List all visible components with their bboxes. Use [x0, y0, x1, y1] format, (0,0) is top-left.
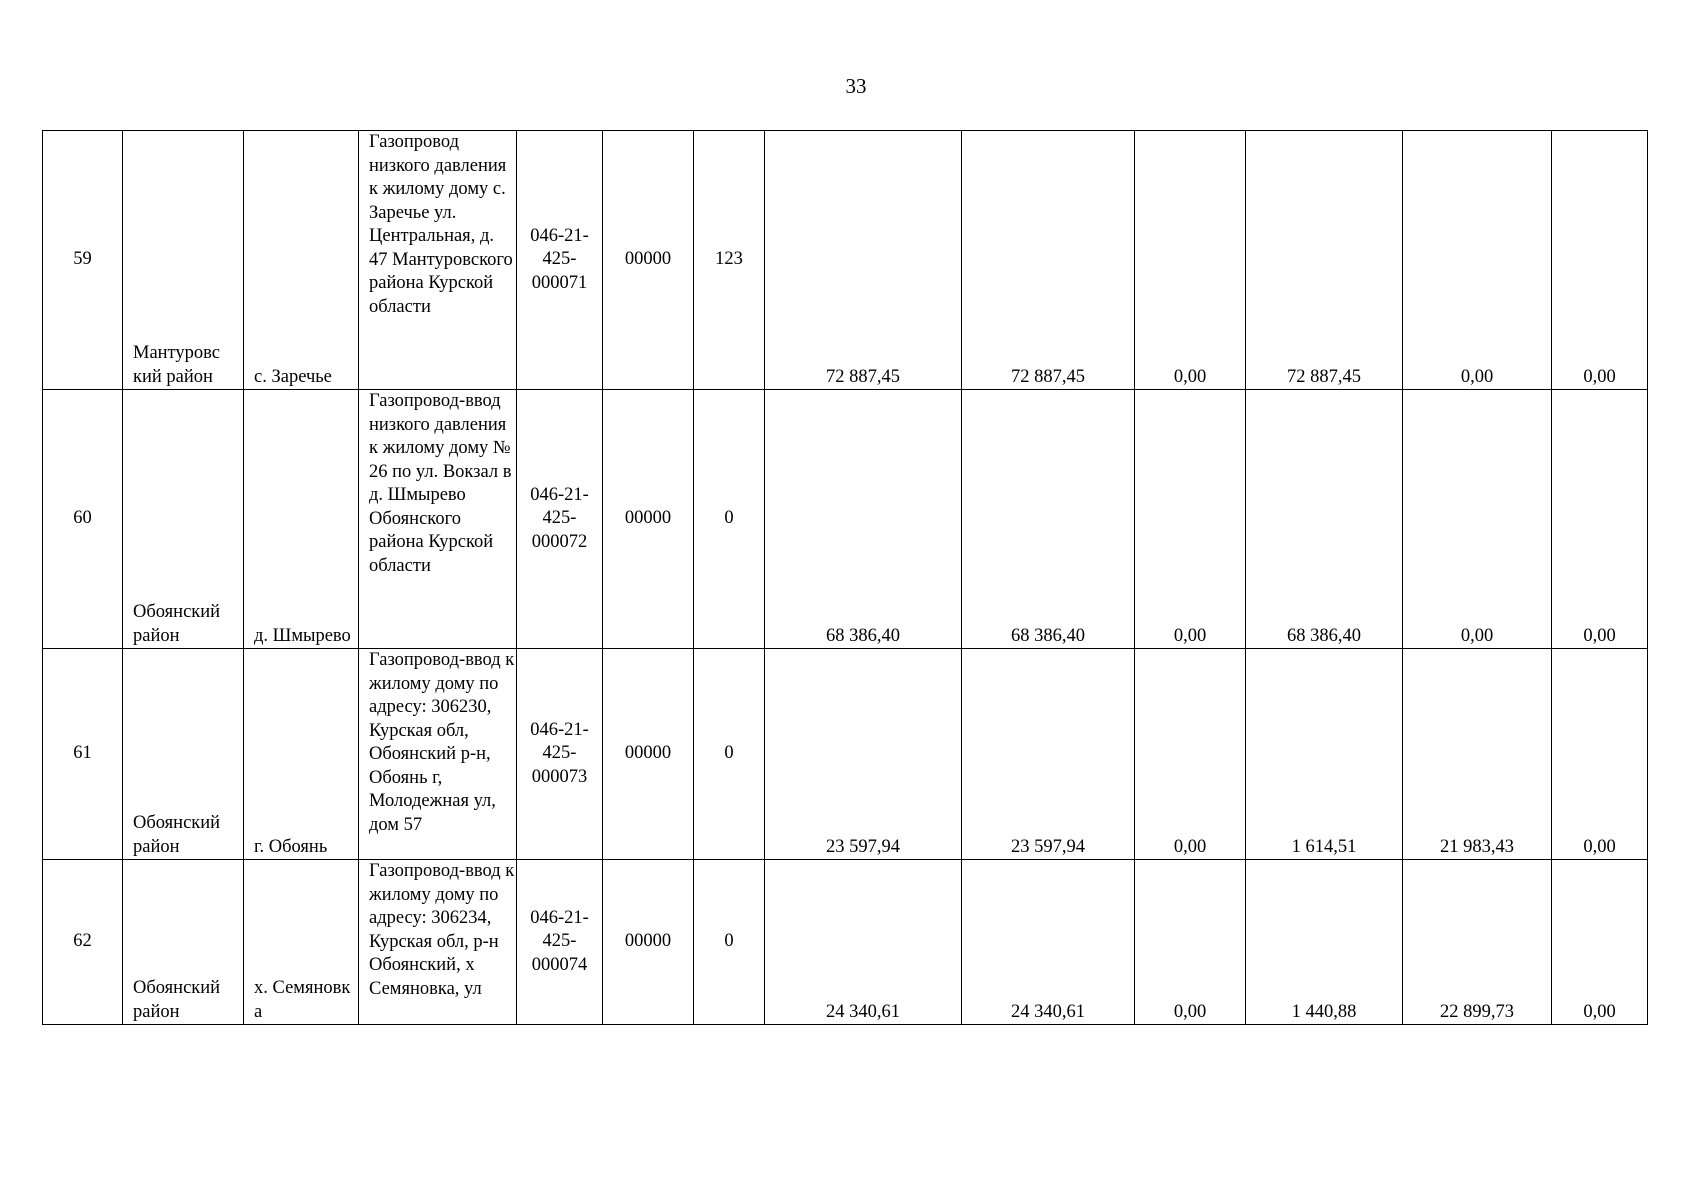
district: Обоянский район — [123, 649, 244, 860]
value-3: 0,00 — [1135, 390, 1246, 649]
page-number: 33 — [845, 74, 867, 98]
table-row — [43, 131, 1648, 390]
value-1: 23 597,94 — [765, 649, 962, 860]
extra-number: 0 — [694, 860, 765, 1025]
value-3: 0,00 — [1135, 131, 1246, 390]
object-name: Газопровод низкого давления к жилому дому с. Заречье ул. Центральная, д. 47 Мантуровского района Курской области — [359, 131, 517, 390]
code-zeros: 00000 — [603, 131, 694, 390]
value-4: 68 386,40 — [1246, 390, 1403, 649]
value-6: 0,00 — [1552, 131, 1648, 390]
settlement: д. Шмырево — [244, 390, 359, 649]
extra-number: 0 — [694, 649, 765, 860]
value-1: 24 340,61 — [765, 860, 962, 1025]
value-1: 68 386,40 — [765, 390, 962, 649]
code-zeros: 00000 — [603, 860, 694, 1025]
value-2: 72 887,45 — [962, 131, 1135, 390]
value-4: 1 614,51 — [1246, 649, 1403, 860]
district: Мантуровс кий район — [123, 131, 244, 390]
row-number: 59 — [43, 131, 123, 390]
value-5: 21 983,43 — [1403, 649, 1552, 860]
settlement: г. Обоянь — [244, 649, 359, 860]
district: Обоянский район — [123, 860, 244, 1025]
value-3: 0,00 — [1135, 649, 1246, 860]
settlement: х. Семяновк а — [244, 860, 359, 1025]
value-6: 0,00 — [1552, 390, 1648, 649]
object-name: Газопровод-ввод к жилому дому по адресу: 306234, Курская обл, р-н Обоянский, х Семяновка, ул — [369, 861, 515, 999]
row-number: 60 — [43, 390, 123, 649]
value-2: 23 597,94 — [962, 649, 1135, 860]
value-6: 0,00 — [1552, 649, 1648, 860]
settlement: с. Заречье — [244, 131, 359, 390]
table-row — [43, 860, 1648, 1025]
value-2: 24 340,61 — [962, 860, 1135, 1025]
value-5: 0,00 — [1403, 131, 1552, 390]
extra-number: 123 — [694, 131, 765, 390]
object-name-cell — [359, 860, 517, 1025]
object-name: Газопровод-ввод к жилому дому по адресу: 306230, Курская обл, Обоянский р-н, Обоянь г, Молодежная ул, дом 57 — [359, 649, 517, 860]
table-row — [43, 390, 1648, 649]
value-6: 0,00 — [1552, 860, 1648, 1025]
code-zeros: 00000 — [603, 649, 694, 860]
object-code: 046-21-425-000072 — [517, 390, 603, 649]
row-number: 62 — [43, 860, 123, 1025]
objects-table — [42, 130, 1648, 1025]
object-code: 046-21-425-000074 — [517, 860, 603, 1025]
district: Обоянский район — [123, 390, 244, 649]
row-number: 61 — [43, 649, 123, 860]
value-5: 22 899,73 — [1403, 860, 1552, 1025]
value-5: 0,00 — [1403, 390, 1552, 649]
table-row — [43, 649, 1648, 860]
code-zeros: 00000 — [603, 390, 694, 649]
value-4: 72 887,45 — [1246, 131, 1403, 390]
extra-number: 0 — [694, 390, 765, 649]
object-code: 046-21-425-000073 — [517, 649, 603, 860]
value-4: 1 440,88 — [1246, 860, 1403, 1025]
object-code: 046-21-425-000071 — [517, 131, 603, 390]
value-1: 72 887,45 — [765, 131, 962, 390]
value-3: 0,00 — [1135, 860, 1246, 1025]
value-2: 68 386,40 — [962, 390, 1135, 649]
object-name: Газопровод-ввод низкого давления к жилому дому № 26 по ул. Вокзал в д. Шмырево Обоянского района Курской области — [359, 390, 517, 649]
